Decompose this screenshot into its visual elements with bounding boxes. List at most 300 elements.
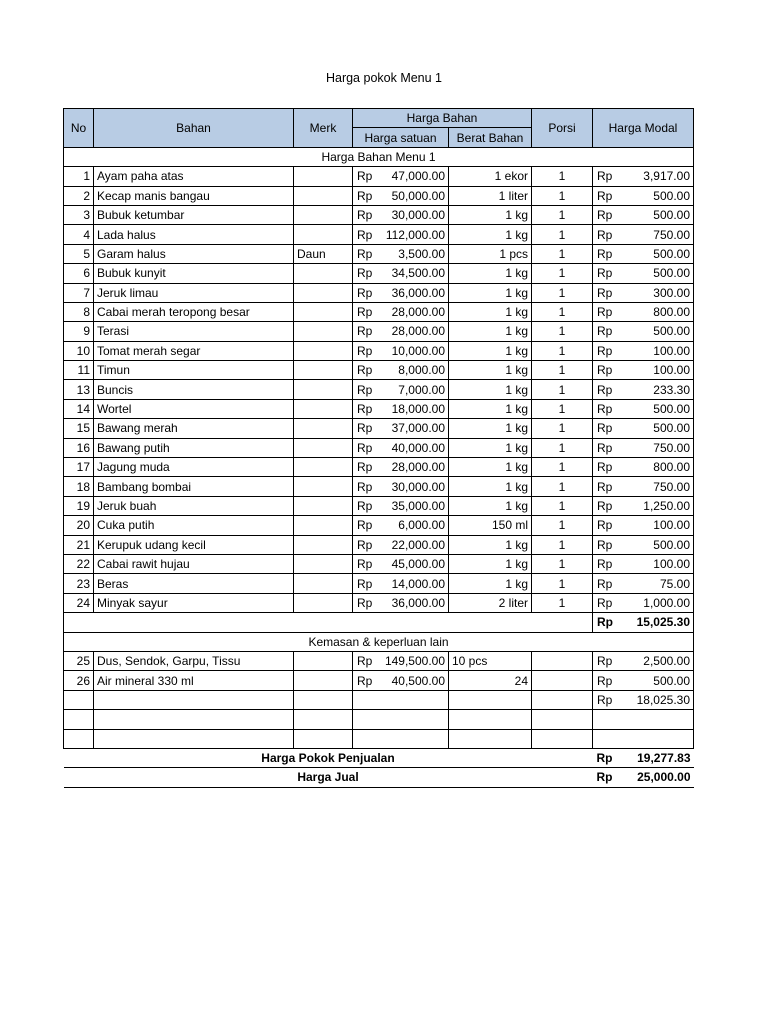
- empty-cell: [294, 710, 353, 729]
- weight-cell: 1 ekor: [449, 167, 532, 186]
- brand-cell: [294, 554, 353, 573]
- brand-cell: [294, 264, 353, 283]
- amount-value: 500.00: [653, 421, 690, 436]
- portion-cell: 1: [532, 458, 593, 477]
- empty-cell: [94, 729, 294, 748]
- currency-label: Rp: [597, 324, 613, 339]
- table-row: [64, 496, 694, 515]
- currency-label: Rp: [597, 402, 613, 417]
- portion-cell: 1: [532, 477, 593, 496]
- amount-value: 30,000.00: [391, 479, 445, 494]
- amount-value: 1,000.00: [643, 595, 690, 610]
- cost-cell: [593, 380, 694, 399]
- empty-cell: [64, 690, 94, 709]
- weight-cell: 1 liter: [449, 186, 532, 205]
- cost-cell: [593, 264, 694, 283]
- brand-cell: [294, 167, 353, 186]
- amount-value: 10,000.00: [391, 343, 445, 358]
- currency-label: Rp: [357, 440, 373, 455]
- ingredient-name: Air mineral 330 ml: [94, 671, 294, 690]
- brand-cell: [294, 419, 353, 438]
- cost-cell: [593, 244, 694, 263]
- currency-label: Rp: [357, 402, 373, 417]
- unit-price-cell: [353, 477, 449, 496]
- unit-price-cell: [353, 380, 449, 399]
- amount-value: 7,000.00: [398, 382, 445, 397]
- row-number: 1: [64, 167, 94, 186]
- portion-cell: 1: [532, 554, 593, 573]
- col-header-harga-bahan: Harga Bahan: [353, 109, 532, 128]
- row-number: 7: [64, 283, 94, 302]
- currency-label: Rp: [597, 557, 613, 572]
- weight-cell: 1 kg: [449, 399, 532, 418]
- portion-cell: 1: [532, 496, 593, 515]
- portion-cell: 1: [532, 574, 593, 593]
- currency-label: Rp: [596, 770, 613, 785]
- unit-price-cell: [353, 651, 449, 670]
- brand-cell: [294, 651, 353, 670]
- unit-price-cell: [353, 671, 449, 690]
- weight-cell: 10 pcs: [449, 651, 532, 670]
- ingredient-name: Bambang bombai: [94, 477, 294, 496]
- cost-cell: [593, 205, 694, 224]
- brand-cell: [294, 361, 353, 380]
- unit-price-cell: [353, 516, 449, 535]
- weight-cell: 1 kg: [449, 322, 532, 341]
- ingredient-name: Cabai rawit hujau: [94, 554, 294, 573]
- row-number: 6: [64, 264, 94, 283]
- row-number: 14: [64, 399, 94, 418]
- amount-value: 750.00: [653, 440, 690, 455]
- amount-value: 500.00: [653, 537, 690, 552]
- weight-cell: 1 kg: [449, 477, 532, 496]
- cost-cell: [593, 535, 694, 554]
- currency-label: Rp: [357, 188, 373, 203]
- unit-price-cell: [353, 322, 449, 341]
- row-number: 18: [64, 477, 94, 496]
- col-header-harga-satuan: Harga satuan: [353, 128, 449, 147]
- amount-value: 233.30: [653, 382, 690, 397]
- currency-label: Rp: [357, 673, 373, 688]
- currency-label: Rp: [597, 208, 613, 223]
- portion-cell: 1: [532, 322, 593, 341]
- currency-label: Rp: [357, 518, 373, 533]
- unit-price-cell: [353, 283, 449, 302]
- table-row: [64, 322, 694, 341]
- portion-cell: 1: [532, 593, 593, 612]
- amount-value: 100.00: [653, 363, 690, 378]
- amount-value: 500.00: [653, 402, 690, 417]
- table-row: [64, 283, 694, 302]
- table-row: [64, 399, 694, 418]
- weight-cell: 1 kg: [449, 361, 532, 380]
- amount-value: 28,000.00: [391, 305, 445, 320]
- cost-cell: [593, 593, 694, 612]
- weight-cell: 1 kg: [449, 496, 532, 515]
- amount-value: 19,277.83: [637, 751, 691, 766]
- empty-cell: [353, 729, 449, 748]
- currency-label: Rp: [357, 363, 373, 378]
- amount-value: 15,025.30: [636, 615, 690, 630]
- currency-label: Rp: [357, 460, 373, 475]
- currency-label: Rp: [597, 227, 613, 242]
- unit-price-cell: [353, 205, 449, 224]
- sale-price-row: [64, 768, 694, 787]
- sale-price-label: Harga Jual: [64, 768, 593, 787]
- weight-cell: 24: [449, 671, 532, 690]
- empty-cell: [532, 729, 593, 748]
- amount-value: 800.00: [653, 305, 690, 320]
- sale-price-value-cell: [593, 768, 694, 787]
- subtotal-row: [64, 613, 694, 632]
- amount-value: 8,000.00: [398, 363, 445, 378]
- amount-value: 75.00: [659, 576, 690, 591]
- portion-cell: 1: [532, 167, 593, 186]
- col-header-berat-bahan: Berat Bahan: [449, 128, 532, 147]
- amount-value: 40,500.00: [391, 673, 445, 688]
- unit-price-cell: [353, 419, 449, 438]
- currency-label: Rp: [357, 227, 373, 242]
- table-row: [64, 302, 694, 321]
- page-title: Harga pokok Menu 1: [325, 71, 443, 85]
- cost-cell: [593, 554, 694, 573]
- currency-label: Rp: [597, 343, 613, 358]
- row-number: 19: [64, 496, 94, 515]
- row-number: 15: [64, 419, 94, 438]
- weight-cell: 1 kg: [449, 458, 532, 477]
- empty-cell: [532, 690, 593, 709]
- cost-cell: [593, 283, 694, 302]
- row-number: 23: [64, 574, 94, 593]
- amount-value: 34,500.00: [391, 266, 445, 281]
- brand-cell: [294, 496, 353, 515]
- weight-cell: 2 liter: [449, 593, 532, 612]
- table-row: [64, 593, 694, 612]
- portion-cell: 1: [532, 438, 593, 457]
- currency-label: Rp: [597, 615, 613, 630]
- amount-value: 37,000.00: [391, 421, 445, 436]
- currency-label: Rp: [357, 595, 373, 610]
- cost-cell: [593, 496, 694, 515]
- unit-price-cell: [353, 574, 449, 593]
- table-row: [64, 361, 694, 380]
- table-row: [64, 244, 694, 263]
- ingredient-name: Bawang putih: [94, 438, 294, 457]
- weight-cell: 150 ml: [449, 516, 532, 535]
- portion-cell: 1: [532, 205, 593, 224]
- amount-value: 14,000.00: [391, 576, 445, 591]
- brand-cell: [294, 283, 353, 302]
- currency-label: Rp: [597, 169, 613, 184]
- weight-cell: 1 kg: [449, 380, 532, 399]
- currency-label: Rp: [597, 537, 613, 552]
- weight-cell: 1 kg: [449, 264, 532, 283]
- cost-cell: [593, 574, 694, 593]
- amount-value: 47,000.00: [391, 169, 445, 184]
- amount-value: 40,000.00: [391, 440, 445, 455]
- portion-cell: [532, 671, 593, 690]
- subtotal-spacer: [64, 613, 593, 632]
- cost-cell: [593, 651, 694, 670]
- row-number: 21: [64, 535, 94, 554]
- unit-price-cell: [353, 361, 449, 380]
- portion-cell: [532, 651, 593, 670]
- currency-label: Rp: [357, 305, 373, 320]
- section-row: [64, 147, 694, 166]
- col-header-no: No: [64, 109, 94, 148]
- table-row: [64, 264, 694, 283]
- table-row: [64, 651, 694, 670]
- table-row: [64, 671, 694, 690]
- currency-label: Rp: [357, 324, 373, 339]
- amount-value: 45,000.00: [391, 557, 445, 572]
- currency-label: Rp: [357, 285, 373, 300]
- brand-cell: [294, 322, 353, 341]
- row-number: 3: [64, 205, 94, 224]
- table-row: [64, 380, 694, 399]
- cost-cell: [593, 399, 694, 418]
- currency-label: Rp: [357, 654, 373, 669]
- brand-cell: [294, 535, 353, 554]
- amount-value: 300.00: [653, 285, 690, 300]
- row-number: 16: [64, 438, 94, 457]
- amount-value: 100.00: [653, 343, 690, 358]
- row-number: 26: [64, 671, 94, 690]
- amount-value: 28,000.00: [391, 324, 445, 339]
- currency-label: Rp: [597, 188, 613, 203]
- portion-cell: 1: [532, 186, 593, 205]
- table-row: [64, 554, 694, 573]
- row-number: 22: [64, 554, 94, 573]
- ingredient-name: Dus, Sendok, Garpu, Tissu: [94, 651, 294, 670]
- portion-cell: 1: [532, 244, 593, 263]
- unit-price-cell: [353, 341, 449, 360]
- ingredient-name: Cuka putih: [94, 516, 294, 535]
- brand-cell: [294, 438, 353, 457]
- weight-cell: 1 kg: [449, 574, 532, 593]
- cost-cell: [593, 225, 694, 244]
- cost-cell: [593, 477, 694, 496]
- amount-value: 36,000.00: [391, 285, 445, 300]
- empty-cell: [593, 710, 694, 729]
- brand-cell: [294, 671, 353, 690]
- hpp-row: [64, 748, 694, 767]
- currency-label: Rp: [357, 537, 373, 552]
- brand-cell: [294, 225, 353, 244]
- amount-value: 112,000.00: [385, 227, 445, 242]
- brand-cell: [294, 205, 353, 224]
- weight-cell: 1 kg: [449, 283, 532, 302]
- ingredient-name: Bubuk ketumbar: [94, 205, 294, 224]
- currency-label: Rp: [597, 673, 613, 688]
- weight-cell: 1 pcs: [449, 244, 532, 263]
- weight-cell: 1 kg: [449, 554, 532, 573]
- section-title: Harga Bahan Menu 1: [64, 147, 694, 166]
- unit-price-cell: [353, 535, 449, 554]
- currency-label: Rp: [357, 499, 373, 513]
- currency-label: Rp: [597, 499, 613, 513]
- portion-cell: 1: [532, 535, 593, 554]
- amount-value: 500.00: [653, 673, 690, 688]
- portion-cell: 1: [532, 225, 593, 244]
- col-header-harga-modal: Harga Modal: [593, 109, 694, 148]
- row-number: 2: [64, 186, 94, 205]
- row-number: 20: [64, 516, 94, 535]
- row-number: 8: [64, 302, 94, 321]
- currency-label: Rp: [597, 440, 613, 455]
- header-row-1: [64, 109, 694, 128]
- ingredient-name: Timun: [94, 361, 294, 380]
- empty-cell: [353, 710, 449, 729]
- amount-value: 50,000.00: [391, 188, 445, 203]
- currency-label: Rp: [357, 576, 373, 591]
- cost-cell: [593, 341, 694, 360]
- weight-cell: 1 kg: [449, 302, 532, 321]
- ingredient-name: Jagung muda: [94, 458, 294, 477]
- amount-value: 500.00: [653, 246, 690, 261]
- brand-cell: [294, 341, 353, 360]
- unit-price-cell: [353, 458, 449, 477]
- amount-value: 18,025.30: [636, 692, 690, 707]
- unit-price-cell: [353, 225, 449, 244]
- table-row: [64, 419, 694, 438]
- subtotal-row: [64, 690, 694, 709]
- empty-cell: [64, 710, 94, 729]
- amount-value: 25,000.00: [637, 770, 691, 785]
- amount-value: 30,000.00: [391, 208, 445, 223]
- amount-value: 149,500.00: [384, 654, 445, 669]
- currency-label: Rp: [597, 363, 613, 378]
- amount-value: 36,000.00: [391, 595, 445, 610]
- brand-cell: [294, 380, 353, 399]
- ingredient-name: Terasi: [94, 322, 294, 341]
- brand-cell: [294, 516, 353, 535]
- currency-label: Rp: [597, 382, 613, 397]
- brand-cell: [294, 458, 353, 477]
- cost-cell: [593, 361, 694, 380]
- hpp-value-cell: [593, 748, 694, 767]
- currency-label: Rp: [357, 246, 373, 261]
- unit-price-cell: [353, 593, 449, 612]
- ingredient-name: Bawang merah: [94, 419, 294, 438]
- portion-cell: 1: [532, 264, 593, 283]
- col-header-porsi: Porsi: [532, 109, 593, 148]
- amount-value: 1,250.00: [643, 499, 690, 513]
- amount-value: 3,917.00: [643, 169, 690, 184]
- unit-price-cell: [353, 496, 449, 515]
- row-number: 11: [64, 361, 94, 380]
- table-row: [64, 167, 694, 186]
- currency-label: Rp: [357, 557, 373, 572]
- currency-label: Rp: [597, 266, 613, 281]
- brand-cell: [294, 574, 353, 593]
- amount-value: 500.00: [653, 188, 690, 203]
- currency-label: Rp: [597, 654, 613, 669]
- currency-label: Rp: [357, 266, 373, 281]
- subtotal-cell: [593, 613, 694, 632]
- amount-value: 750.00: [653, 227, 690, 242]
- currency-label: Rp: [596, 751, 613, 766]
- amount-value: 800.00: [653, 460, 690, 475]
- row-number: 13: [64, 380, 94, 399]
- amount-value: 35,000.00: [391, 499, 445, 513]
- amount-value: 3,500.00: [398, 246, 445, 261]
- ingredient-name: Bubuk kunyit: [94, 264, 294, 283]
- empty-cell: [532, 710, 593, 729]
- table-row: [64, 438, 694, 457]
- weight-cell: 1 kg: [449, 341, 532, 360]
- currency-label: Rp: [357, 169, 373, 184]
- amount-value: 100.00: [653, 518, 690, 533]
- ingredient-name: Buncis: [94, 380, 294, 399]
- portion-cell: 1: [532, 399, 593, 418]
- cost-cell: [593, 302, 694, 321]
- subtotal-cell: [593, 690, 694, 709]
- empty-cell: [593, 729, 694, 748]
- unit-price-cell: [353, 244, 449, 263]
- ingredient-name: Kerupuk udang kecil: [94, 535, 294, 554]
- portion-cell: 1: [532, 361, 593, 380]
- ingredient-name: Kecap manis bangau: [94, 186, 294, 205]
- empty-cell: [94, 690, 294, 709]
- empty-cell: [449, 729, 532, 748]
- currency-label: Rp: [597, 692, 613, 707]
- empty-cell: [94, 710, 294, 729]
- amount-value: 28,000.00: [391, 460, 445, 475]
- amount-value: 500.00: [653, 266, 690, 281]
- amount-value: 750.00: [653, 479, 690, 494]
- currency-label: Rp: [357, 382, 373, 397]
- currency-label: Rp: [597, 305, 613, 320]
- weight-cell: 1 kg: [449, 225, 532, 244]
- amount-value: 22,000.00: [391, 537, 445, 552]
- cost-table: [63, 108, 694, 788]
- portion-cell: 1: [532, 283, 593, 302]
- table-row: [64, 574, 694, 593]
- ingredient-name: Garam halus: [94, 244, 294, 263]
- ingredient-name: Wortel: [94, 399, 294, 418]
- brand-cell: [294, 593, 353, 612]
- unit-price-cell: [353, 167, 449, 186]
- table-row: [64, 458, 694, 477]
- cost-cell: [593, 186, 694, 205]
- amount-value: 500.00: [653, 208, 690, 223]
- table-row: [64, 205, 694, 224]
- empty-cell: [294, 690, 353, 709]
- ingredient-name: Cabai merah teropong besar: [94, 302, 294, 321]
- section-row: [64, 632, 694, 651]
- col-header-merk: Merk: [294, 109, 353, 148]
- row-number: 5: [64, 244, 94, 263]
- empty-cell: [353, 690, 449, 709]
- brand-cell: [294, 399, 353, 418]
- brand-cell: [294, 186, 353, 205]
- table-row: [64, 477, 694, 496]
- empty-row: [64, 710, 694, 729]
- brand-cell: [294, 477, 353, 496]
- empty-cell: [449, 690, 532, 709]
- cost-cell: [593, 322, 694, 341]
- amount-value: 500.00: [653, 324, 690, 339]
- currency-label: Rp: [357, 208, 373, 223]
- weight-cell: 1 kg: [449, 535, 532, 554]
- row-number: 9: [64, 322, 94, 341]
- unit-price-cell: [353, 264, 449, 283]
- row-number: 25: [64, 651, 94, 670]
- weight-cell: 1 kg: [449, 205, 532, 224]
- ingredient-name: Tomat merah segar: [94, 341, 294, 360]
- ingredient-name: Minyak sayur: [94, 593, 294, 612]
